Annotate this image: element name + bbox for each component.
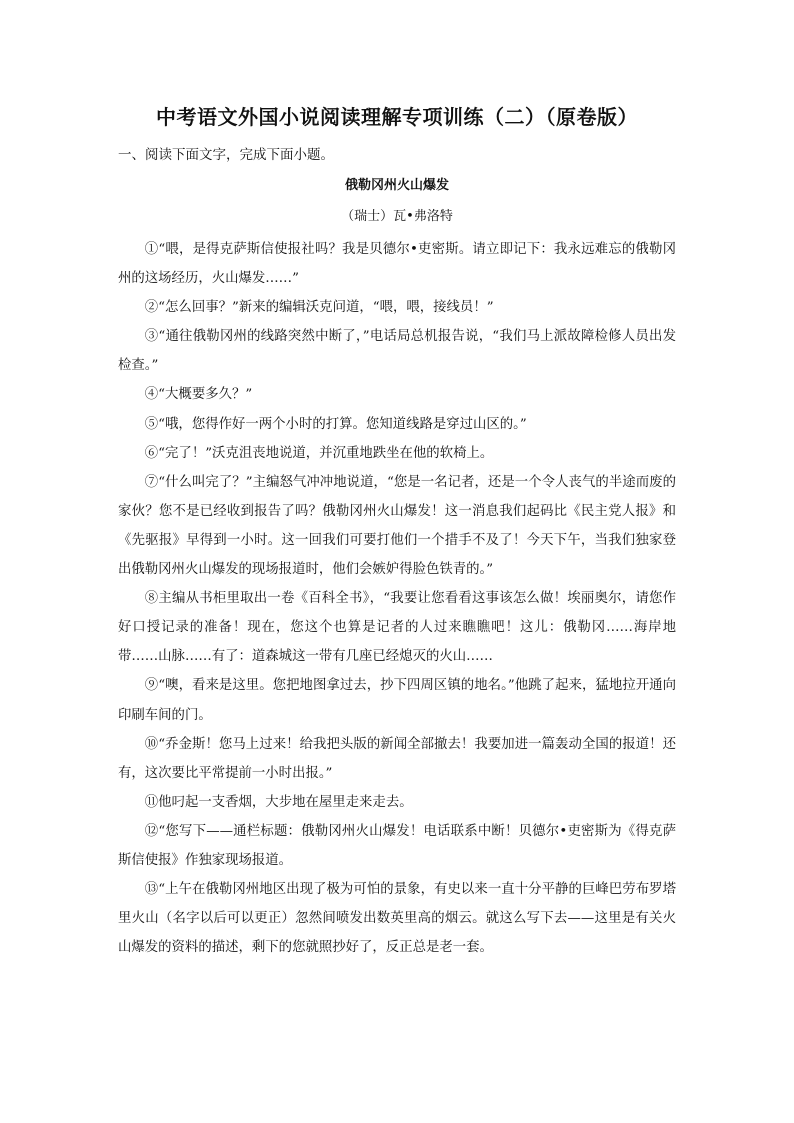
paragraph-5: ⑤“哦，您得作好一两个小时的打算。您知道线路是穿过山区的。”	[144, 416, 527, 432]
paragraph-1: ①“喂，是得克萨斯信使报社吗？我是贝德尔•吏密斯。请立即记下：我永远难忘的俄勒冈州的这场经历，火山爆发……”	[118, 242, 676, 287]
paragraph-10: ⑩“乔金斯！您马上过来！给我把头版的新闻全部撤去！我要加进一篇轰动全国的报道！还有，这次要比平常提前一小时出报。”	[118, 736, 676, 781]
question-instruction: 一、阅读下面文字，完成下面小题。	[118, 147, 334, 163]
paragraph-7: ⑦“什么叫完了？”主编怒气冲冲地说道，“您是一名记者，还是一个令人丧气的半途而废的家伙？您不是已经收到报告了吗？俄勒冈州火山爆发！这一消息我们起码比《民主党人报》和《先驱报》早得到一小时。这一回我们可要打他们一个措手不及了！今天下午，当我们独家登出俄勒冈州火山爆发的现场报道时，他们会嫉妒得脸色铁青的。”	[118, 474, 676, 578]
paragraph-3: ③“通往俄勒冈州的线路突然中断了，”电话局总机报告说，“我们马上派故障检修人员出发检查。”	[118, 329, 676, 374]
story-body	[118, 235, 676, 962]
paragraph-11: ⑪他叼起一支香烟，大步地在屋里走来走去。	[144, 794, 413, 810]
paragraph-9: ⑨“噢，看来是这里。您把地图拿过去，抄下四周区镇的地名。”他跳了起来，猛地拉开通向印刷车间的门。	[118, 678, 676, 723]
document-title: 中考语文外国小说阅读理解专项训练（二）（原卷版）	[156, 105, 638, 129]
paragraph-8: ⑧主编从书柜里取出一卷《百科全书》，“我要让您看看这事该怎么做！埃丽奥尔，请您作好口授记录的准备！现在，您这个也算是记者的人过来瞧瞧吧！这儿：俄勒冈……海岸地带……山脉……有了：道森城这一带有几座已经熄灭的火山……	[118, 591, 676, 665]
paragraph-12: ⑫“您写下——通栏标题：俄勒冈州火山爆发！电话联系中断！贝德尔•吏密斯为《得克萨斯信使报》作独家现场报道。	[118, 823, 676, 868]
paragraph-4: ④“大概要多久？”	[144, 387, 253, 403]
paragraph-6: ⑥“完了！”沃克沮丧地说道，并沉重地跌坐在他的软椅上。	[144, 445, 494, 461]
story-author: （瑞士）瓦•弗洛特	[341, 209, 453, 224]
paragraph-13: ⑬“上午在俄勒冈州地区出现了极为可怕的景象，有史以来一直十分平静的巨峰巴劳布罗塔里火山（名字以后可以更正）忽然间喷发出数英里高的烟云。就这么写下去——这里是有关火山爆发的资料的描述，剩下的您就照抄好了，反正总是老一套。	[118, 882, 676, 956]
paragraph-2: ②“怎么回事？”新来的编辑沃克问道，“喂，喂，接线员！”	[144, 300, 494, 316]
story-title: 俄勒冈州火山爆发	[344, 178, 449, 193]
